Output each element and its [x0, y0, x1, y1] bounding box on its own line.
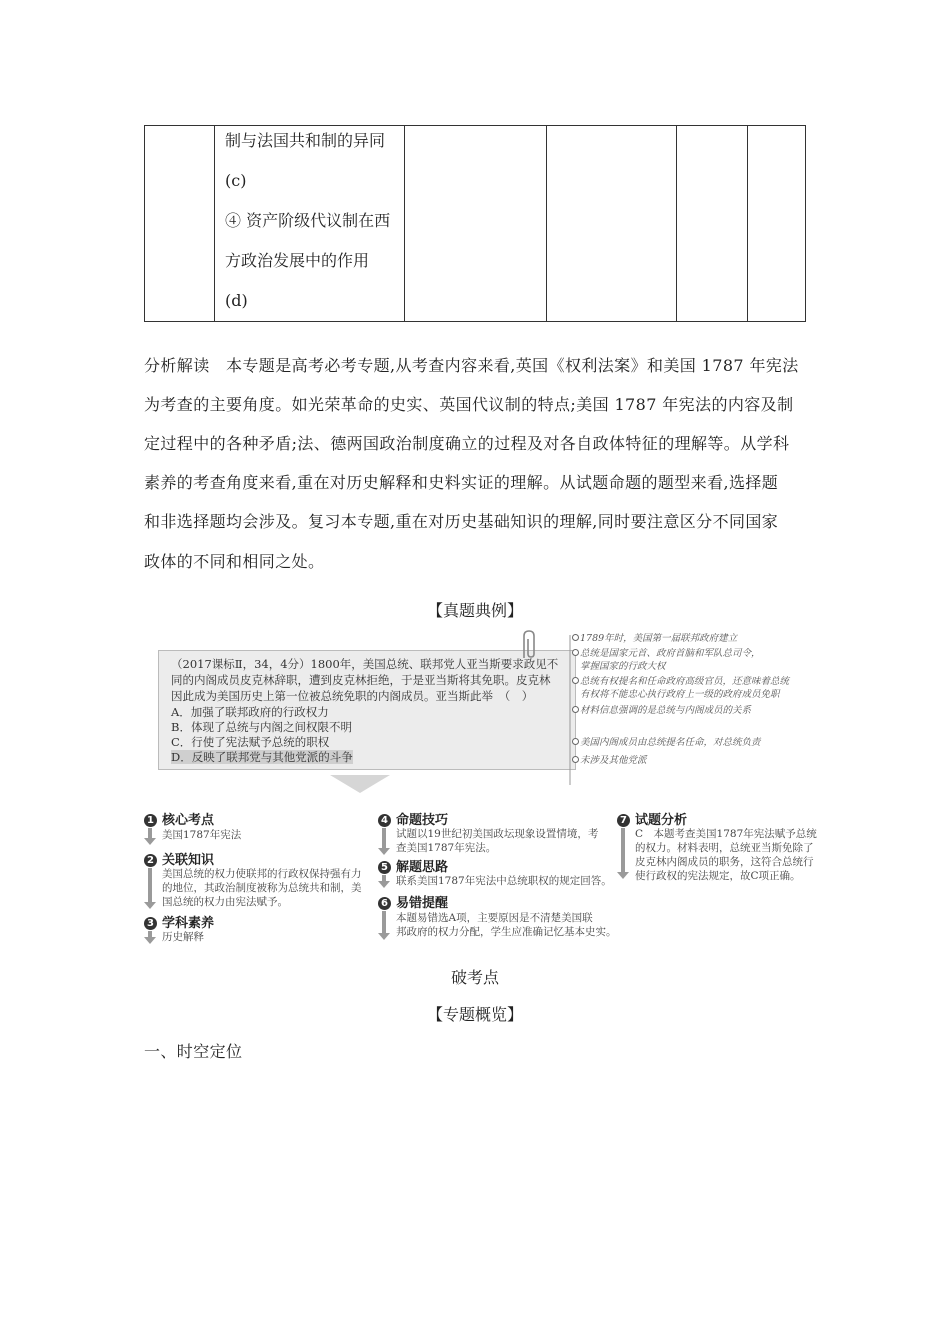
annotation-note: 掌握国家的行政大权: [580, 661, 666, 672]
step-number: 1: [144, 814, 157, 827]
annotation-note: 总统是国家元首、政府首脑和军队总司令，: [580, 648, 761, 659]
section-solution-approach: [378, 856, 448, 875]
down-arrow-icon: [144, 902, 156, 909]
section-body-line: 皮克林内阁成员的职务，这符合总统行: [635, 856, 814, 868]
option-c: C．行使了宪法赋予总统的职权: [171, 735, 330, 749]
section-title: 易错提醒: [396, 896, 449, 911]
table-cell-line: ④ 资产阶级代议制在西: [225, 211, 391, 230]
heading-section-one: 一、时空定位: [144, 1042, 243, 1061]
heading-example: 【真题典例】: [426, 601, 523, 620]
analysis-line: 素养的考查角度来看,重在对历史解释和史料实证的理解。从试题命题的题型来看,选择题: [144, 473, 779, 492]
question-line: 因此成为美国历史上第一位被总统免职的内阁成员。亚当斯此举 （ ）: [171, 689, 534, 703]
heading-overview: 【专题概览】: [426, 1005, 523, 1024]
note-marker: [572, 738, 579, 745]
question-line: 同的内阁成员皮克林辞职，遭到皮克林拒绝，于是亚当斯将其免职。皮克林: [171, 673, 551, 687]
section-title: 解题思路: [396, 860, 449, 875]
section-body-line: 联系美国1787年宪法中总统职权的规定回答。: [396, 875, 612, 887]
note-marker: [572, 706, 579, 713]
section-body-line: C 本题考查美国1787年宪法赋予总统: [635, 828, 817, 840]
annotation-note: 总统有权提名和任命政府高级官员，还意味着总统: [580, 676, 790, 687]
section-related-knowledge: [144, 849, 214, 868]
analysis-line: 为考查的主要角度。如光荣革命的史实、英国代议制的特点;美国 1787 年宪法的内容及制: [144, 395, 794, 414]
down-arrow-icon: [621, 828, 625, 872]
down-arrow-icon: [144, 838, 156, 845]
section-title: 关联知识: [162, 853, 215, 868]
down-arrow-icon: [378, 933, 390, 940]
continuation-table: [144, 125, 806, 322]
table-column-divider: [747, 126, 748, 321]
section-question-technique: [378, 809, 448, 828]
analysis-line: 政体的不同和相同之处。: [144, 552, 325, 571]
section-body-line: 查美国1787年宪法。: [396, 842, 497, 854]
section-discipline-literacy: [144, 912, 214, 931]
option-a: A．加强了联邦政府的行政权力: [171, 705, 329, 719]
table-column-divider: [404, 126, 405, 321]
down-arrow-icon: [382, 911, 386, 933]
table-cell-line: 方政治发展中的作用: [225, 251, 370, 270]
question-line: （2017课标Ⅱ，34，4分）1800年，美国总统、联邦党人亚当斯要求政见不: [171, 657, 559, 671]
section-body-line: 邦政府的权力分配，学生应准确记忆基本史实。: [396, 926, 617, 938]
down-arrow-icon: [382, 828, 386, 848]
down-arrow-icon: [378, 881, 390, 888]
section-body-line: 的地位，其政治制度被称为总统共和制，美: [162, 882, 362, 894]
down-arrow-icon: [144, 937, 156, 944]
down-arrow-icon: [378, 848, 390, 855]
section-body-line: 的权力。材料表明，总统亚当斯免除了: [635, 842, 814, 854]
step-number: 7: [617, 814, 630, 827]
section-body-line: 试题以19世纪初美国政坛现象设置情境，考: [396, 828, 599, 840]
down-chevron-icon: [330, 775, 390, 795]
option-b: B．体现了总统与内阁之间权限不明: [171, 720, 352, 734]
annotation-note: 美国内阁成员由总统提名任命，对总统负责: [580, 737, 761, 748]
table-column-divider: [546, 126, 547, 321]
option-d: D．反映了联邦党与其他党派的斗争: [171, 750, 353, 764]
table-column-divider: [676, 126, 677, 321]
table-cell-line: (c): [225, 171, 247, 190]
section-body-line: 国总统的权力由宪法赋予。: [162, 896, 288, 908]
note-marker: [572, 677, 579, 684]
step-number: 3: [144, 917, 157, 930]
section-title: 命题技巧: [396, 813, 449, 828]
section-body-line: 历史解释: [162, 931, 204, 943]
step-number: 5: [378, 861, 391, 874]
note-marker: [572, 649, 579, 656]
table-cell-line: 制与法国共和制的异同: [225, 131, 386, 150]
step-number: 2: [144, 854, 157, 867]
section-body-line: 使行政权的宪法规定，故C项正确。: [635, 870, 801, 882]
heading-break-points: 破考点: [450, 968, 499, 987]
section-title: 试题分析: [635, 813, 688, 828]
example-question-box: [158, 650, 576, 770]
down-arrow-icon: [148, 868, 152, 902]
table-column-divider: [214, 126, 215, 321]
analysis-line: 分析解读 本专题是高考必考专题,从考查内容来看,英国《权利法案》和美国 1787 年宪法: [144, 356, 799, 375]
analysis-line: 和非选择题均会涉及。复习本专题,重在对历史基础知识的理解,同时要注意区分不同国家: [144, 512, 779, 531]
step-number: 6: [378, 897, 391, 910]
section-question-analysis: [617, 809, 687, 828]
section-title: 核心考点: [162, 813, 215, 828]
note-marker: [572, 634, 579, 641]
table-cell-line: (d): [225, 291, 248, 310]
section-body-line: 美国1787年宪法: [162, 829, 242, 841]
paperclip-icon: [516, 628, 542, 662]
section-body-line: 美国总统的权力使联邦的行政权保持强有力: [162, 868, 362, 880]
annotation-note: 未涉及其他党派: [580, 755, 647, 766]
note-marker: [572, 756, 579, 763]
section-title: 学科素养: [162, 916, 215, 931]
analysis-line: 定过程中的各种矛盾;法、德两国政治制度确立的过程及对各自政体特征的理解等。从学科: [144, 434, 790, 453]
section-body-line: 本题易错选A项，主要原因是不清楚美国联: [396, 912, 593, 924]
step-number: 4: [378, 814, 391, 827]
section-error-warning: [378, 892, 448, 911]
section-core-point: [144, 809, 214, 828]
annotation-note: 材料信息强调的是总统与内阁成员的关系: [580, 705, 752, 716]
down-arrow-icon: [617, 872, 629, 879]
annotation-note: 1789年时，美国第一届联邦政府建立: [580, 633, 738, 644]
annotation-note: 有权将不能忠心执行政府上一级的政府成员免职: [580, 689, 780, 700]
down-arrow-icon: [148, 828, 152, 838]
